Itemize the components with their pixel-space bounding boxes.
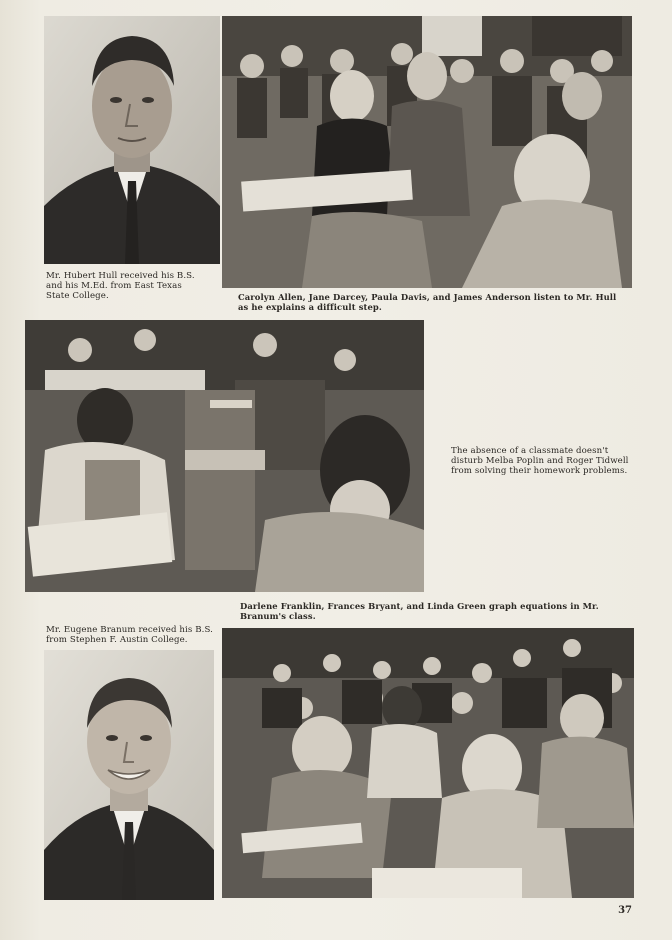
- photo-class-branum: [222, 628, 634, 898]
- caption-class-hull: Carolyn Allen, Jane Darcey, Paula Davis, and James Anderson listen to Mr. Hull as he explains a difficult step.: [238, 292, 617, 312]
- photo-poplin-tidwell: [25, 320, 424, 592]
- photo-class-hull: [222, 16, 632, 288]
- caption-class-branum: Darlene Franklin, Frances Bryant, and Linda Green graph equations in Mr. Branum's class.: [240, 601, 599, 621]
- caption-branum-bio: Mr. Eugene Branum received his B.S. from Stephen F. Austin College.: [46, 625, 213, 645]
- portrait-hubert-hull: [44, 16, 220, 264]
- page-number: 37: [618, 905, 632, 916]
- portrait-eugene-branum: [44, 650, 214, 900]
- caption-absence: The absence of a classmate doesn't disturb Melba Poplin and Roger Tidwell from solving their homework problems.: [451, 446, 629, 476]
- caption-hull-bio: Mr. Hubert Hull received his B.S. and his M.Ed. from East Texas State College.: [46, 271, 195, 301]
